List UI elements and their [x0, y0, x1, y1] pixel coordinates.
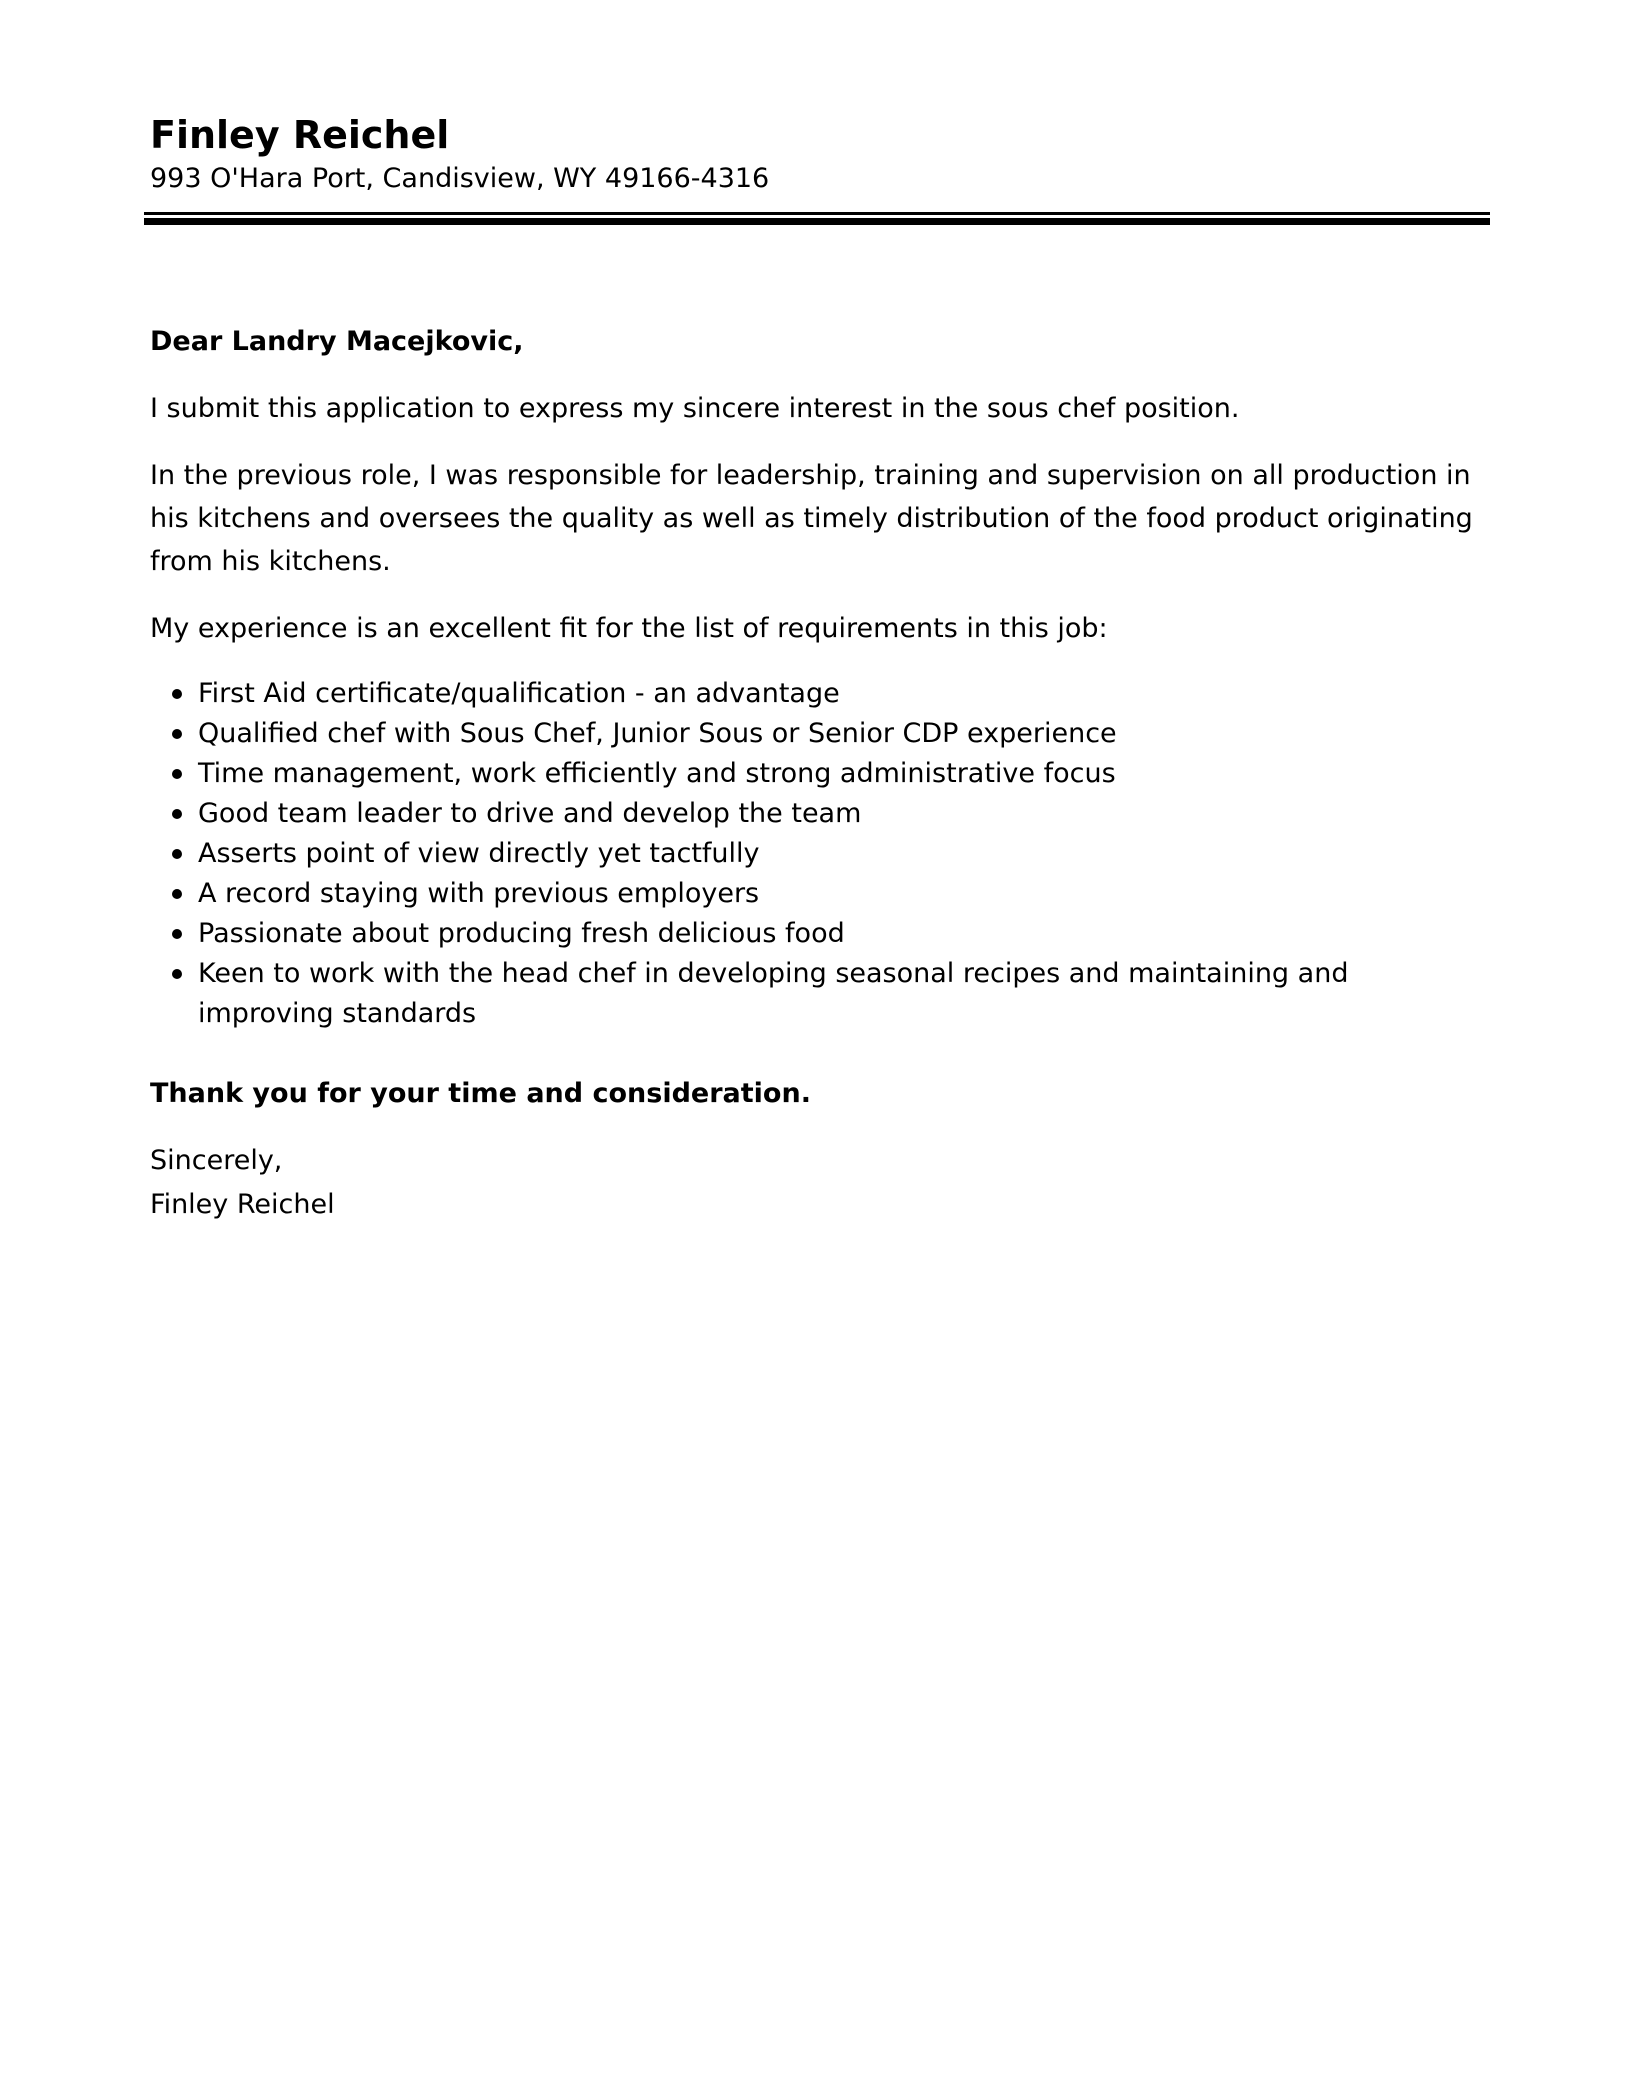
list-item	[150, 794, 1480, 834]
sender-address: 993 O'Hara Port, Candisview, WY 49166-4316	[150, 163, 770, 194]
list-item	[150, 714, 1480, 754]
thanks-line: Thank you for your time and consideration.	[150, 1078, 811, 1109]
requirement-text: Time management, work efficiently and strong administrative focus	[198, 758, 1116, 789]
bullet-icon	[172, 929, 182, 939]
bullet-icon	[172, 889, 182, 899]
letter-body	[150, 320, 1480, 1227]
bullet-icon	[172, 689, 182, 699]
signature: Finley Reichel	[150, 1189, 335, 1220]
bullet-icon	[172, 769, 182, 779]
requirement-text: Passionate about producing fresh delicious food	[198, 918, 845, 949]
bullet-icon	[172, 729, 182, 739]
requirement-text: First Aid certificate/qualification - an advantage	[198, 678, 840, 709]
letter-header	[150, 110, 1480, 198]
fit-statement: My experience is an excellent fit for the list of requirements in this job:	[150, 613, 1108, 644]
requirement-text: Keen to work with the head chef in developing seasonal recipes and maintaining and improving standards	[198, 958, 1349, 1029]
list-item	[150, 834, 1480, 874]
list-item	[150, 754, 1480, 794]
requirements-list	[150, 674, 1480, 1034]
bullet-icon	[172, 969, 182, 979]
bullet-icon	[172, 849, 182, 859]
list-item	[150, 914, 1480, 954]
list-item	[150, 954, 1480, 1034]
previous-role-paragraph: In the previous role, I was responsible for leadership, training and supervision on all production in his kitchens and oversees the quality as well as timely distribution of the food product originating from his kitchens.	[150, 460, 1473, 577]
bullet-icon	[172, 809, 182, 819]
salutation: Dear Landry Macejkovic,	[150, 326, 524, 357]
requirement-text: Qualified chef with Sous Chef, Junior Sous or Senior CDP experience	[198, 718, 1117, 749]
list-item	[150, 674, 1480, 714]
intro-paragraph: I submit this application to express my sincere interest in the sous chef position.	[150, 393, 1240, 424]
header-divider	[144, 212, 1490, 225]
closing-block	[150, 1139, 1480, 1227]
requirement-text: Asserts point of view directly yet tactfully	[198, 838, 760, 869]
list-item	[150, 874, 1480, 914]
sender-name: Finley Reichel	[150, 113, 450, 157]
requirement-text: Good team leader to drive and develop the team	[198, 798, 862, 829]
closing-line: Sincerely,	[150, 1145, 283, 1176]
requirement-text: A record staying with previous employers	[198, 878, 760, 909]
